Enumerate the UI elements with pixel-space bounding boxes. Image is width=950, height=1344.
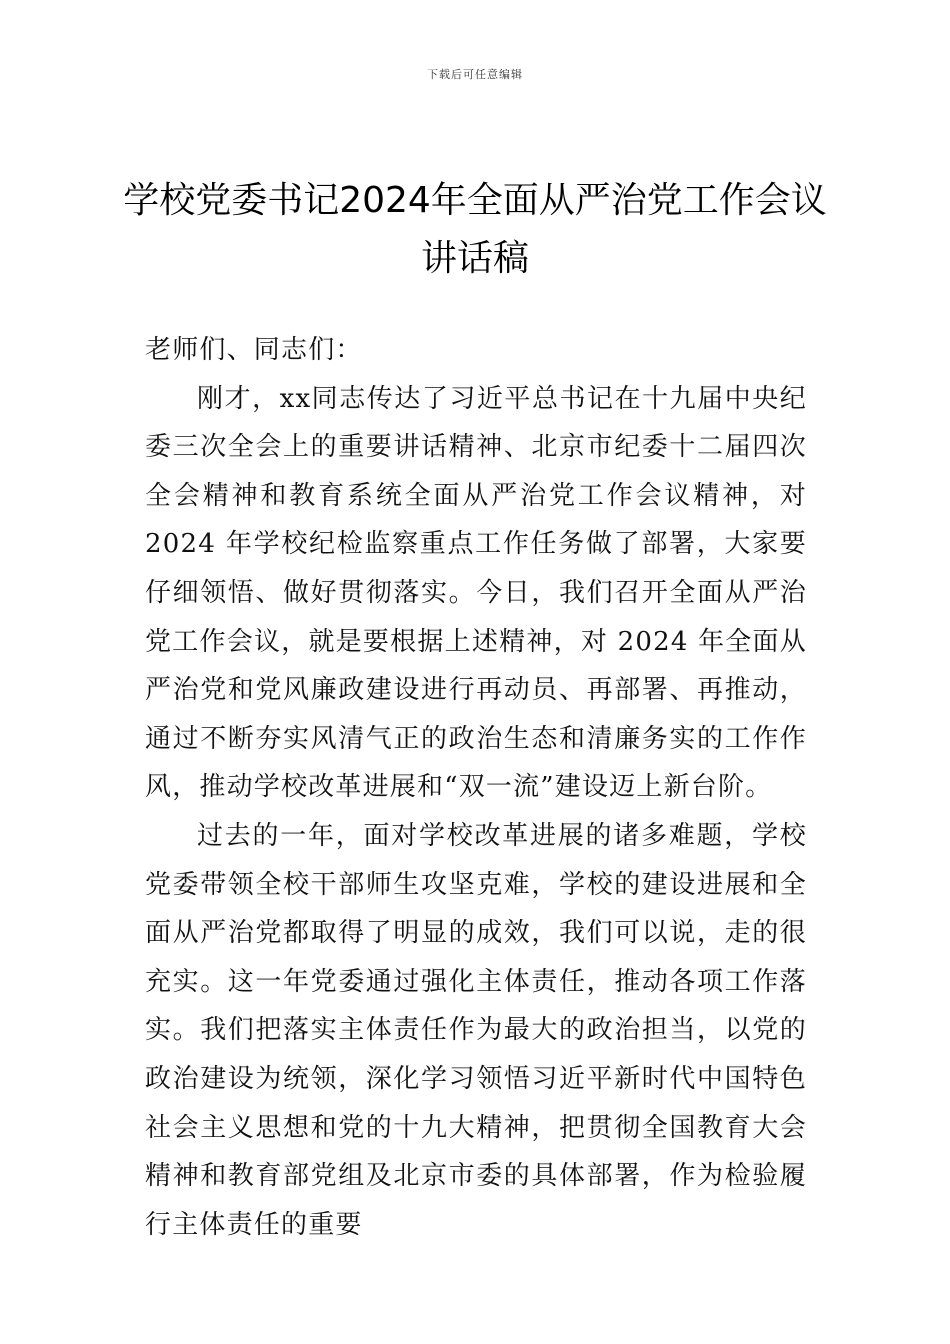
header-note: 下载后可任意编辑 — [427, 68, 523, 81]
paragraph-1: 刚才，xx同志传达了习近平总书记在十九届中央纪委三次全会上的重要讲话精神、北京市纪委十二届四次全会精神和教育系统全面从严治党工作会议精神，对 2024 年学校纪检监察重点工作任务做了部署，大家要仔细领悟、做好贯彻落实。今日，我们召开全面从严治党工作会议，就是要根据上述精神，对 2024 年全面从严治党和党风廉政建设进行再动员、再部署、再推动，通过不断夯实风清气正的政治生态和清廉务实的工作作风，推动学校改革进展和“双一流”建设迈上新台阶。 — [145, 383, 807, 803]
paragraph-2: 过去的一年，面对学校改革进展的诸多难题，学校党委带领全校干部师生攻坚克难，学校的建设进展和全面从严治党都取得了明显的成效，我们可以说，走的很充实。这一年党委通过强化主体责任，推动各项工作落实。我们把落实主体责任作为最大的政治担当，以党的政治建设为统领，深化学习领悟习近平新时代中国特色社会主义思想和党的十九大精神，把贯彻全国教育大会精神和教育部党组及北京市委的具体部署，作为检验履行主体责任的重要 — [145, 820, 807, 1240]
document-body — [145, 326, 807, 1249]
document-title: 学校党委书记2024年全面从严治党工作会议讲话稿 — [123, 180, 827, 279]
salutation: 老师们、同志们： — [145, 335, 363, 365]
